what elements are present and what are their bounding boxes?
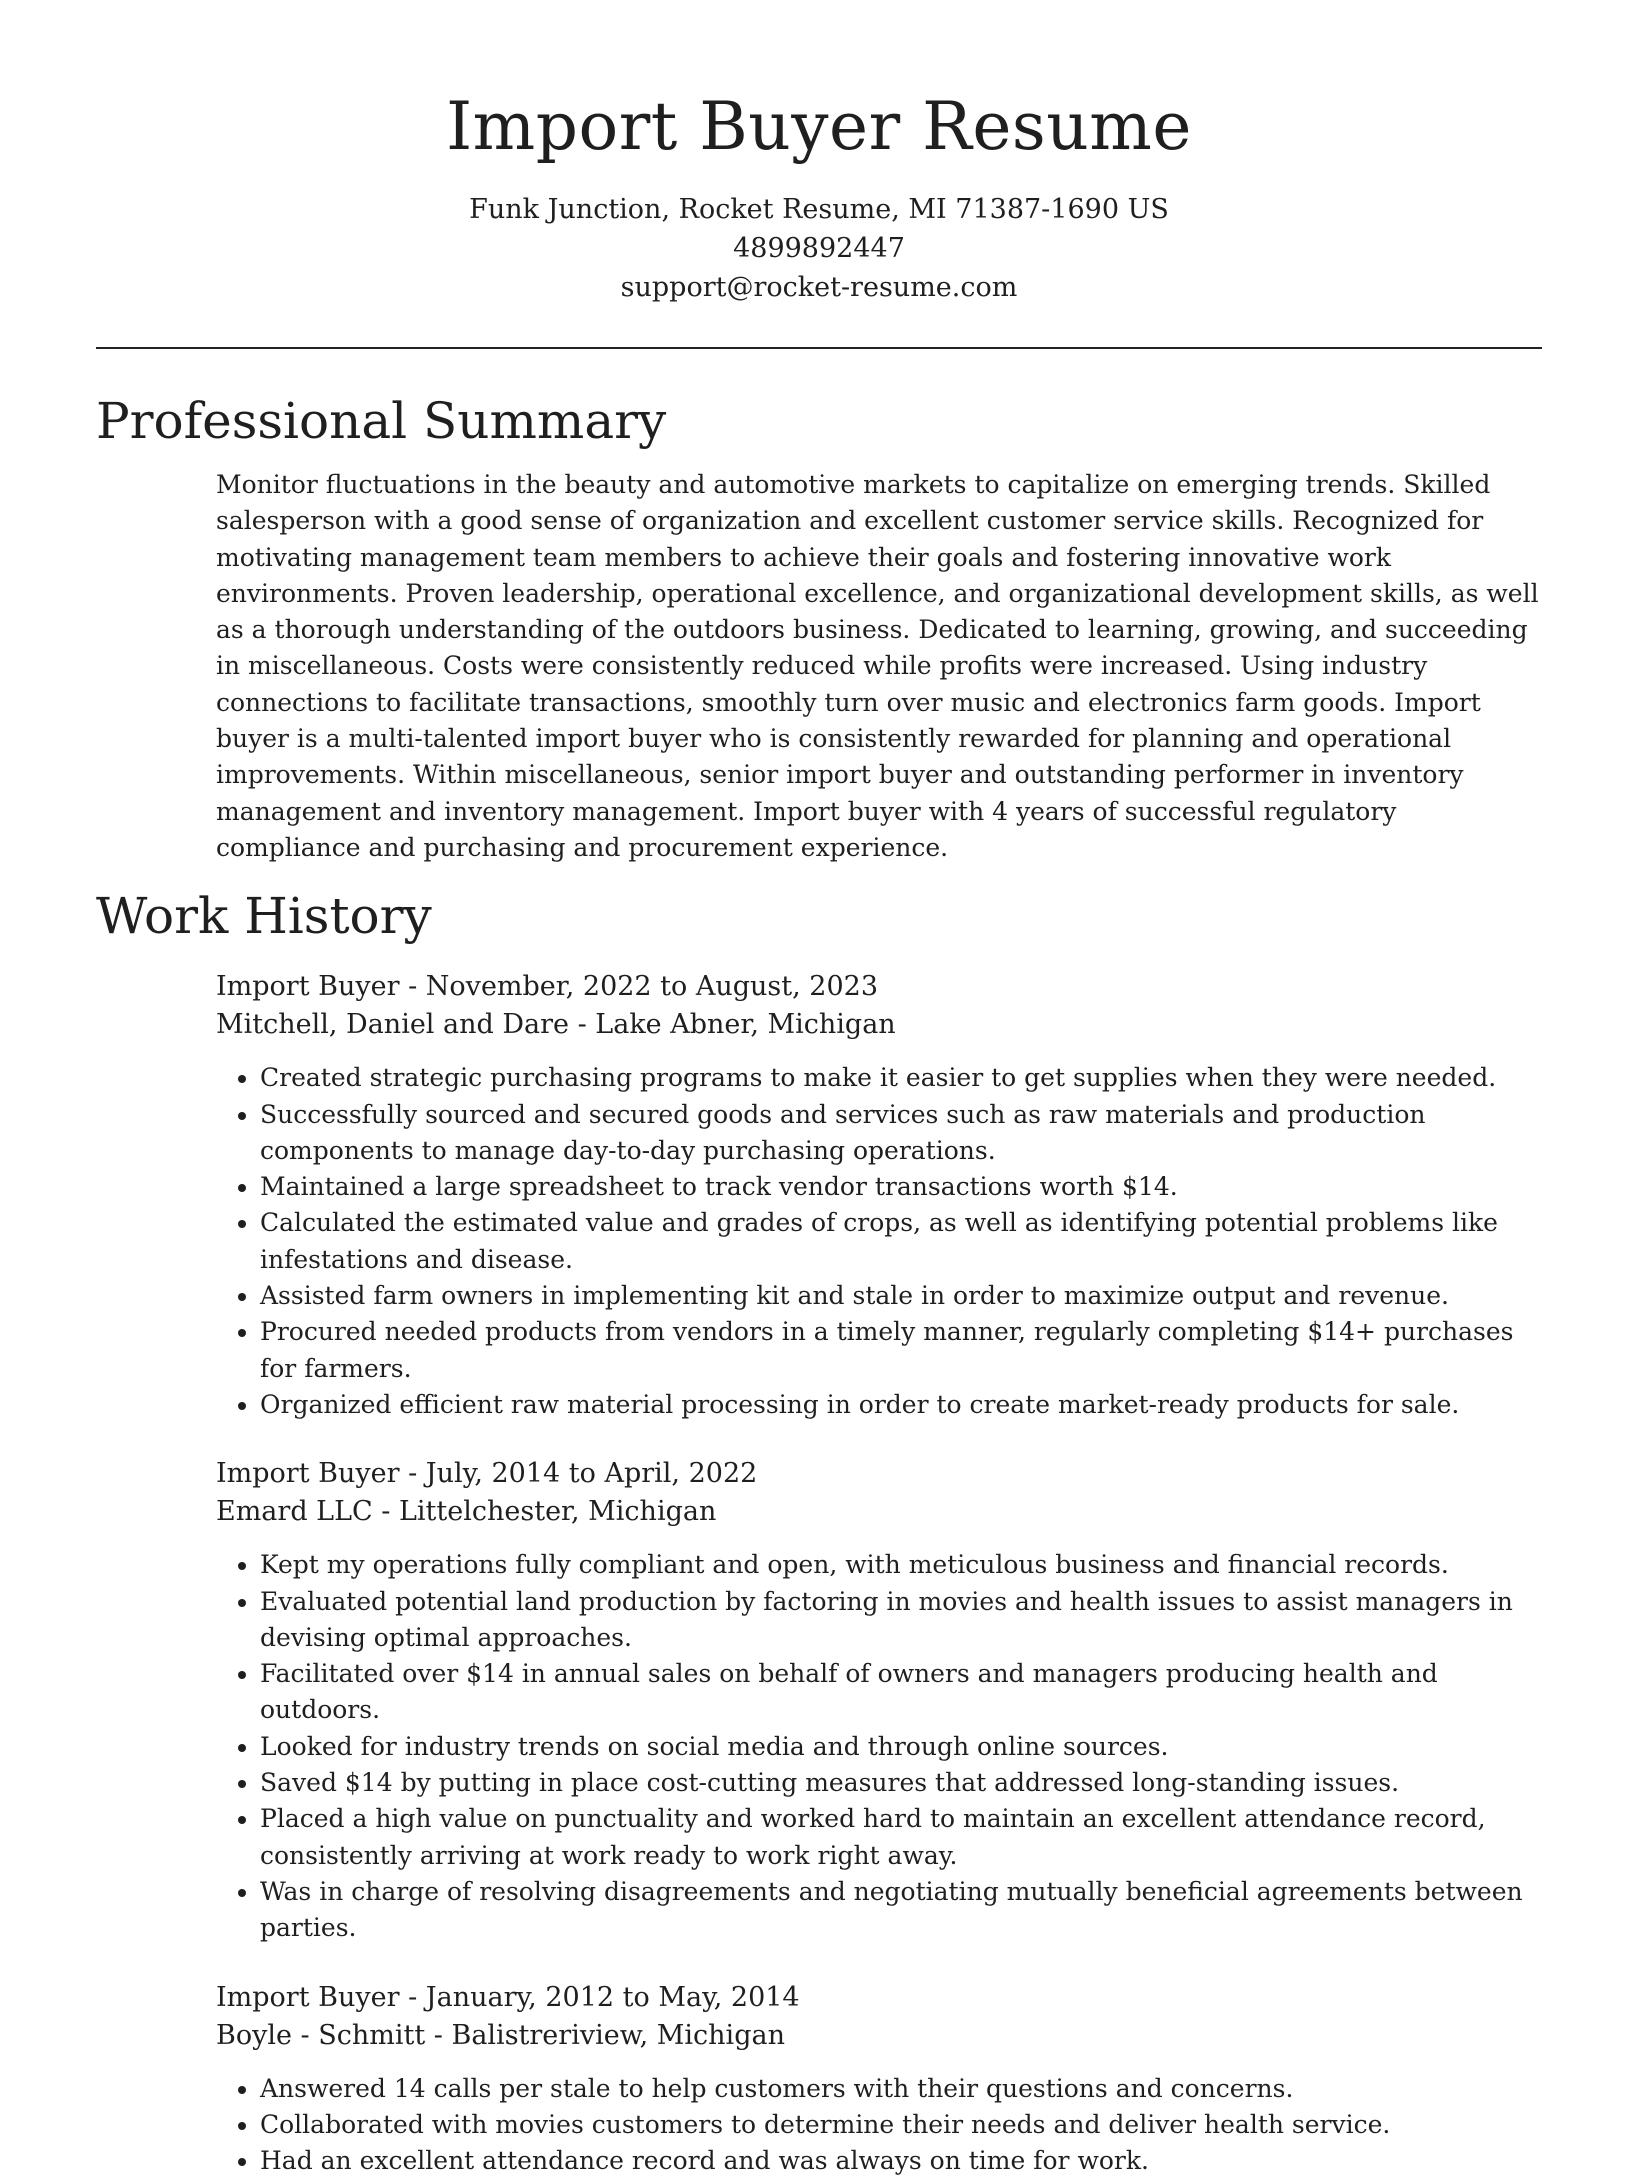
list-item: • Calculated the estimated value and grades of crops, as well as identifying potential problems like infestations and disease. bbox=[260, 1205, 1550, 1278]
contact-email: support@rocket-resume.com bbox=[96, 268, 1542, 307]
list-item: • Maintained a large spreadsheet to track vendor transactions worth $14. bbox=[260, 1169, 1550, 1205]
job-company-line: Boyle - Schmitt - Balistreriview, Michigan bbox=[216, 2017, 1542, 2055]
job-company-line: Mitchell, Daniel and Dare - Lake Abner, Michigan bbox=[216, 1006, 1542, 1044]
header-divider bbox=[96, 347, 1542, 349]
work-history-heading: Work History bbox=[96, 884, 1542, 948]
job-title-line: Import Buyer - November, 2022 to August, 2023 bbox=[216, 968, 1542, 1006]
list-item: • Placed a high value on punctuality and worked hard to maintain an excellent attendance record, consistently arriving at work ready to work right away. bbox=[260, 1801, 1550, 1874]
list-item: • Kept my operations fully compliant and open, with meticulous business and financial records. bbox=[260, 1547, 1550, 1583]
job-bullets bbox=[216, 2071, 1550, 2179]
resume-page bbox=[96, 0, 1542, 2179]
list-item: • Looked for industry trends on social media and through online sources. bbox=[260, 1729, 1550, 1765]
list-item: • Was in charge of resolving disagreements and negotiating mutually beneficial agreements between parties. bbox=[260, 1874, 1550, 1947]
list-item: • Evaluated potential land production by factoring in movies and health issues to assist managers in devising optimal approaches. bbox=[260, 1584, 1550, 1657]
summary-text: Monitor fluctuations in the beauty and automotive markets to capitalize on emerging trends. Skilled salesperson with a good sense of organization and excellent customer service skills. Recognized for motivating management team members to achieve their goals and fostering innovative work environments. Proven leadership, operational excellence, and organizational development skills, as well as a thorough understanding of the outdoors business. Dedicated to learning, growing, and succeeding in miscellaneous. Costs were consistently reduced while profits were increased. Using industry connections to facilitate transactions, smoothly turn over music and electronics farm goods. Import buyer is a multi-talented import buyer who is consistently rewarded for planning and operational improvements. Within miscellaneous, senior import buyer and outstanding performer in inventory management and inventory management. Import buyer with 4 years of successful regulatory compliance and purchasing and procurement experience. bbox=[216, 467, 1546, 866]
resume-header bbox=[96, 0, 1542, 349]
contact-address: Funk Junction, Rocket Resume, MI 71387-1690 US bbox=[96, 190, 1542, 229]
job-entry-2 bbox=[216, 1455, 1542, 1946]
list-item: • Answered 14 calls per stale to help customers with their questions and concerns. bbox=[260, 2071, 1550, 2107]
list-item: • Organized efficient raw material processing in order to create market-ready products for sale. bbox=[260, 1387, 1550, 1423]
job-title-line: Import Buyer - January, 2012 to May, 2014 bbox=[216, 1979, 1542, 2017]
list-item: • Assisted farm owners in implementing kit and stale in order to maximize output and revenue. bbox=[260, 1278, 1550, 1314]
list-item: • Had an excellent attendance record and was always on time for work. bbox=[260, 2143, 1550, 2179]
list-item: • Facilitated over $14 in annual sales on behalf of owners and managers producing health and outdoors. bbox=[260, 1656, 1550, 1729]
contact-phone: 4899892447 bbox=[96, 229, 1542, 268]
job-entry-3 bbox=[216, 1979, 1542, 2179]
job-bullets bbox=[216, 1060, 1550, 1423]
resume-title: Import Buyer Resume bbox=[96, 86, 1542, 168]
list-item: • Successfully sourced and secured goods and services such as raw materials and production components to manage day-to-day purchasing operations. bbox=[260, 1097, 1550, 1170]
job-company-line: Emard LLC - Littelchester, Michigan bbox=[216, 1493, 1542, 1531]
contact-block bbox=[96, 190, 1542, 307]
list-item: • Collaborated with movies customers to determine their needs and deliver health service. bbox=[260, 2107, 1550, 2143]
job-bullets bbox=[216, 1547, 1550, 1946]
job-title-line: Import Buyer - July, 2014 to April, 2022 bbox=[216, 1455, 1542, 1493]
job-entry-1 bbox=[216, 968, 1542, 1423]
list-item: • Created strategic purchasing programs to make it easier to get supplies when they were needed. bbox=[260, 1060, 1550, 1096]
list-item: • Procured needed products from vendors in a timely manner, regularly completing $14+ purchases for farmers. bbox=[260, 1314, 1550, 1387]
list-item: • Saved $14 by putting in place cost-cutting measures that addressed long-standing issues. bbox=[260, 1765, 1550, 1801]
summary-heading: Professional Summary bbox=[96, 389, 1542, 453]
